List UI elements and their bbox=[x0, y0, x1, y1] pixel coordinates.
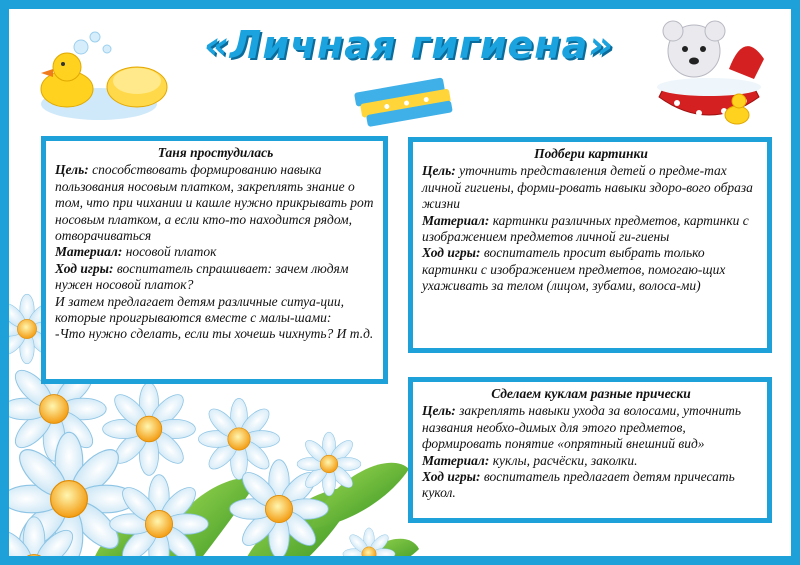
process-text: воспитатель просит выбрать только картинки с изображением предметов, помогаю-щих ухаживать за телом (лицом, зубами, волоса-ми) bbox=[422, 245, 726, 294]
page-title: «Личная гигиена» bbox=[204, 23, 614, 67]
card-extra-2: -Что нужно сделать, если ты хочешь чихнуть? И т.д. bbox=[55, 326, 374, 342]
card-extra-1: И затем предлагает детям различные ситуа-ции, которые проигрываются вместе с малы-шами: bbox=[55, 293, 344, 326]
card-heading: Сделаем куклам разные прически bbox=[491, 386, 691, 401]
process-label: Ход игры: bbox=[422, 245, 481, 261]
card-material bbox=[422, 213, 760, 246]
process-label: Ход игры: bbox=[422, 469, 481, 485]
card-material bbox=[422, 453, 760, 469]
card-process bbox=[422, 245, 760, 294]
material-label: Материал: bbox=[422, 212, 490, 228]
card-process bbox=[55, 261, 376, 294]
card-heading: Таня простудилась bbox=[157, 145, 274, 160]
goal-text: закреплять навыки ухода за волосами, уточнить названия необхо-димых для этого предметов, формировать понятие «опрятный внешний вид» bbox=[422, 403, 741, 452]
card-heading: Подбери картинки bbox=[534, 146, 648, 161]
goal-label: Цель: bbox=[422, 403, 456, 419]
material-text: куклы, расчёски, заколки. bbox=[492, 452, 638, 468]
goal-text: уточнить представления детей о предме-тах личной гигиены, форми-ровать навыки здоро-вого образа жизни bbox=[422, 163, 753, 212]
material-text: картинки различных предметов, картинки с изображением предметов личной ги-гиены bbox=[422, 212, 749, 245]
process-text: воспитатель спрашивает: зачем людям нужен носовой платок? bbox=[55, 260, 349, 293]
material-label: Материал: bbox=[55, 244, 123, 260]
card-goal bbox=[422, 163, 760, 212]
towels-decoration bbox=[354, 77, 453, 129]
game-card-pictures bbox=[408, 137, 772, 353]
game-card-tanya bbox=[41, 136, 388, 384]
card-goal bbox=[422, 403, 760, 452]
card-material bbox=[55, 244, 376, 260]
goal-label: Цель: bbox=[55, 162, 89, 178]
goal-label: Цель: bbox=[422, 163, 456, 179]
game-card-hairstyles bbox=[408, 377, 772, 523]
material-label: Материал: bbox=[422, 452, 490, 468]
process-text: воспитатель предлагает детям причесать кукол. bbox=[422, 469, 735, 501]
goal-text: способствовать формированию навыка пользования носовым платком, закреплять знание о том, что при чихании и кашле нужно прикрывать рот носовым платком, а если кто-то находится рядом, отворачиваться bbox=[55, 162, 374, 244]
card-goal bbox=[55, 162, 376, 244]
card-process bbox=[422, 469, 760, 502]
process-label: Ход игры: bbox=[55, 260, 114, 276]
material-text: носовой платок bbox=[125, 244, 217, 260]
